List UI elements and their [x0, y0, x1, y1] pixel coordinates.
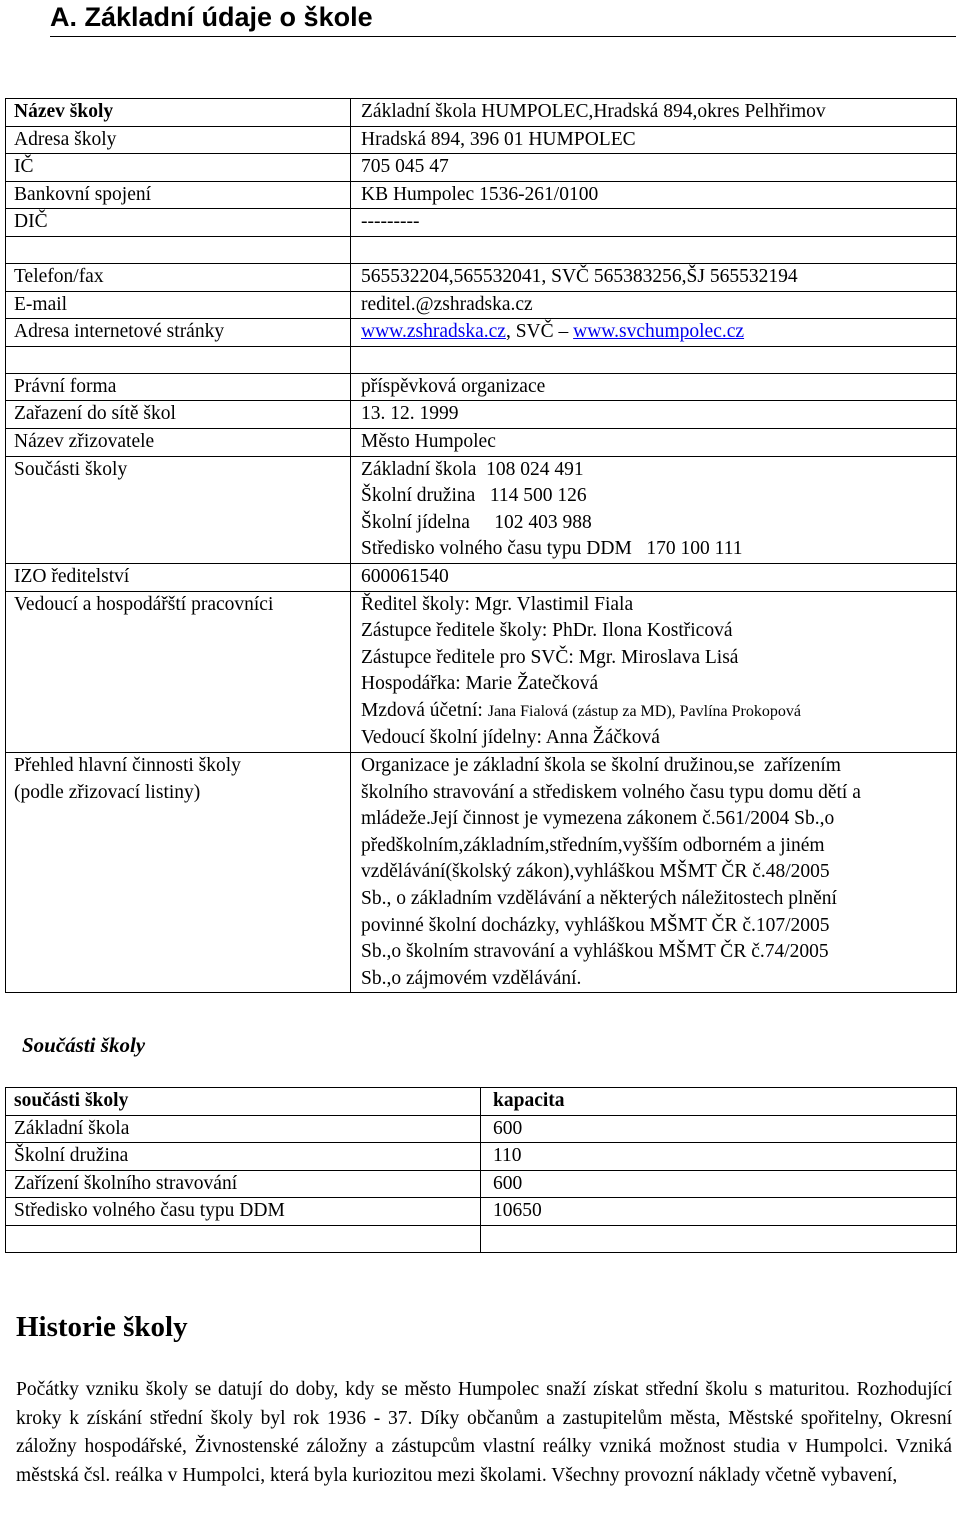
prehled-line: mládeže.Její činnost je vymezena zákonem č.561/2004 Sb.,o — [361, 808, 835, 830]
table-row — [6, 1143, 957, 1171]
part-capacity: 600 — [481, 1170, 957, 1198]
label-telefon: Telefon/fax — [6, 263, 351, 291]
section-title: A. Základní údaje o škole — [50, 0, 956, 37]
blank-cell — [6, 236, 351, 263]
label-prehled — [6, 753, 351, 993]
value-email: reditel.@zshradska.cz — [351, 291, 957, 319]
school-website-link[interactable]: www.zshradska.cz — [361, 321, 506, 343]
part-capacity: 110 — [481, 1143, 957, 1171]
value-web — [351, 319, 957, 347]
row-zrizovatel — [6, 428, 957, 456]
soucasti-line: Školní družina 114 500 126 — [361, 485, 587, 507]
label-bank: Bankovní spojení — [6, 181, 351, 209]
value-izo: 600061540 — [351, 563, 957, 591]
row-pravni — [6, 373, 957, 401]
prehled-line: Organizace je základní škola se školní družinou,se zařízením — [361, 755, 841, 777]
row-adresa — [6, 126, 957, 154]
label-adresa: Adresa školy — [6, 126, 351, 154]
row-vedouci — [6, 591, 957, 753]
value-pravni: příspěvková organizace — [351, 373, 957, 401]
soucasti-line: Základní škola 108 024 491 — [361, 458, 584, 480]
prehled-label-line: (podle zřizovací listiny) — [14, 781, 201, 803]
mzdova-line — [361, 698, 956, 726]
blank-cell — [6, 1225, 481, 1252]
mzdova-names: Jana Fialová (zástup za MD), Pavlína Prokopová — [487, 702, 801, 720]
row-izo — [6, 563, 957, 591]
soucasti-line: Školní jídelna 102 403 988 — [361, 511, 592, 533]
value-zarazeni: 13. 12. 1999 — [351, 401, 957, 429]
label-nazev: Název školy — [6, 99, 351, 127]
part-name: Školní družina — [6, 1143, 481, 1171]
svc-website-link[interactable]: www.svchumpolec.cz — [573, 321, 745, 343]
label-soucasti: Součásti školy — [6, 456, 351, 563]
value-ic: 705 045 47 — [351, 154, 957, 182]
web-separator: , SVČ – — [505, 321, 574, 343]
value-dic: --------- — [351, 209, 957, 237]
row-ic — [6, 154, 957, 182]
table-row — [6, 1170, 957, 1198]
prehled-line: Sb., o základním vzdělávání a některých náležitostech plnění — [361, 888, 837, 910]
label-web: Adresa internetové stránky — [6, 319, 351, 347]
prehled-line: povinné školní docházky, vyhláškou MŠMT ČR č.107/2005 — [361, 914, 830, 936]
row-telefon — [6, 263, 957, 291]
mzdova-prefix: Mzdová účetní: — [361, 699, 488, 721]
prehled-line: Sb.,o školním stravování a vyhláškou MŠMT ČR č.74/2005 — [361, 941, 829, 963]
part-name: Základní škola — [6, 1115, 481, 1143]
prehled-line: vzdělávání(školský zákon),vyhláškou MŠMT ČR č.48/2005 — [361, 861, 830, 883]
row-blank-1 — [6, 236, 957, 263]
label-zrizovatel: Název zřizovatele — [6, 428, 351, 456]
label-dic: DIČ — [6, 209, 351, 237]
row-soucasti — [6, 456, 957, 563]
prehled-line: školního stravování a střediskem volného času typu domu dětí a — [361, 781, 861, 803]
value-zrizovatel: Město Humpolec — [351, 428, 957, 456]
value-prehled — [351, 753, 957, 993]
label-izo: IZO ředitelství — [6, 563, 351, 591]
row-dic — [6, 209, 957, 237]
blank-cell — [6, 346, 351, 373]
value-bank: KB Humpolec 1536-261/0100 — [351, 181, 957, 209]
part-capacity: 10650 — [481, 1198, 957, 1226]
capacity-header-row — [6, 1088, 957, 1116]
history-text: Počátky vzniku školy se datují do doby, kdy se město Humpolec snaží získat střední školu s maturitou. Rozhodující kroky k získání střední školy byl rok 1936 - 37. Díky občanům a zastupitelům města, Městské spořitelny, Okresní záložny hospodářské, Živnostenské záložny a zástupcům vlastní reálky vzniká možnost studia v Humpolci. Vzniká městská čsl. reálka v Humpolci, která byla kuriozitou mezi školami. Všechny provozní náklady včetně vybavení, — [16, 1379, 952, 1486]
row-bank — [6, 181, 957, 209]
part-name: Zařízení školního stravování — [6, 1170, 481, 1198]
value-soucasti — [351, 456, 957, 563]
vedouci-line: Zástupce ředitele pro SVČ: Mgr. Miroslava Lisá — [361, 646, 739, 668]
value-telefon: 565532204,565532041, SVČ 565383256,ŠJ 565532194 — [351, 263, 957, 291]
part-name: Středisko volného času typu DDM — [6, 1198, 481, 1226]
prehled-line: předškolním,základním,středním,vyšším odborném a jiném — [361, 834, 825, 856]
label-zarazeni: Zařazení do sítě škol — [6, 401, 351, 429]
row-blank-2 — [6, 346, 957, 373]
capacity-table — [5, 1087, 957, 1253]
row-web — [6, 319, 957, 347]
value-vedouci — [351, 591, 957, 753]
label-pravni: Právní forma — [6, 373, 351, 401]
prehled-label-line: Přehled hlavní činnosti školy — [14, 755, 241, 777]
vedouci-line: Hospodářka: Marie Žatečková — [361, 673, 599, 695]
table-row — [6, 1115, 957, 1143]
blank-cell — [481, 1225, 957, 1252]
vedouci-jidelny-line: Vedoucí školní jídelny: Anna Žáčková — [361, 727, 660, 749]
label-ic: IČ — [6, 154, 351, 182]
part-capacity: 600 — [481, 1115, 957, 1143]
value-adresa: Hradská 894, 396 01 HUMPOLEC — [351, 126, 957, 154]
vedouci-line: Zástupce ředitele školy: PhDr. Ilona Kostřicová — [361, 620, 733, 642]
table-row — [6, 1198, 957, 1226]
row-prehled — [6, 753, 957, 993]
value-nazev: Základní škola HUMPOLEC,Hradská 894,okres Pelhřimov — [351, 99, 957, 127]
parts-heading: Součásti školy — [22, 1033, 146, 1057]
row-email — [6, 291, 957, 319]
blank-cell — [351, 236, 957, 263]
header-parts: součásti školy — [6, 1088, 481, 1116]
label-vedouci: Vedoucí a hospodářští pracovníci — [6, 591, 351, 753]
row-nazev — [6, 99, 957, 127]
table-row-blank — [6, 1225, 957, 1252]
basic-info-table — [5, 98, 957, 993]
header-capacity: kapacita — [481, 1088, 957, 1116]
soucasti-line: Středisko volného času typu DDM 170 100 111 — [361, 538, 743, 560]
label-email: E-mail — [6, 291, 351, 319]
row-zarazeni — [6, 401, 957, 429]
blank-cell — [351, 346, 957, 373]
prehled-line: Sb.,o zájmovém vzdělávání. — [361, 967, 582, 989]
vedouci-line: Ředitel školy: Mgr. Vlastimil Fiala — [361, 593, 634, 615]
history-title: Historie školy — [16, 1311, 188, 1343]
